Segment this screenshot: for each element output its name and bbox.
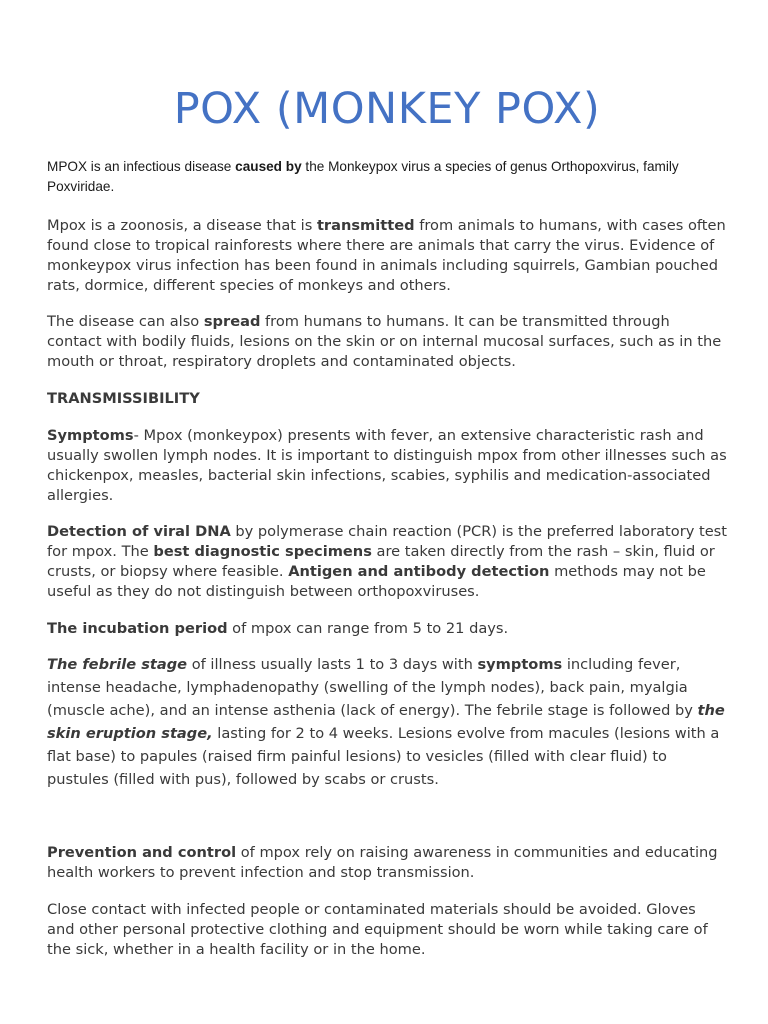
spread-paragraph xyxy=(47,312,727,372)
detection-text-3: methods may not be useful as they do not distinguish between orthopoxviruses. xyxy=(47,563,706,600)
intro-text-2: the Monkeypox virus a species of genus Orthopoxvirus, family Poxviridae. xyxy=(47,159,679,194)
febrile-text-3: lasting for 2 to 4 weeks. Lesions evolve from macules (lesions with a flat base) to papules (raised firm painful lesions) to vesicles (filled with clear fluid) to pustules (filled with pus), followed by scabs or crusts. xyxy=(47,725,720,788)
febrile-bold-italic-stage: The febrile stage xyxy=(47,656,188,673)
prevention-bold: Prevention and control xyxy=(47,844,237,861)
transmissibility-heading xyxy=(47,389,727,409)
spread-text-2: from humans to humans. It can be transmitted through contact with bodily fluids, lesions on the skin or on internal mucosal surfaces, such as in the mouth or throat, respiratory droplets and contaminated objects. xyxy=(47,313,722,370)
symptoms-paragraph xyxy=(47,426,727,506)
spread-bold-spread: spread xyxy=(203,313,261,330)
symptoms-text: - Mpox (monkeypox) presents with fever, an extensive characteristic rash and usually swollen lymph nodes. It is important to distinguish mpox from other illnesses such as chickenpox, measles, bacterial skin infections, scabies, syphilis and medication-associated allergies. xyxy=(47,427,727,504)
febrile-text-1: of illness usually lasts 1 to 3 days with xyxy=(187,656,478,673)
incubation-bold: The incubation period xyxy=(47,620,228,637)
febrile-text-2: including fever, intense headache, lymphadenopathy (swelling of the lymph nodes), back pain, myalgia (muscle ache), and an intense asthenia (lack of energy). The febrile stage is followed by xyxy=(47,656,698,719)
detection-bold-specimens: best diagnostic specimens xyxy=(153,543,372,560)
zoonosis-text-1: Mpox is a zoonosis, a disease that is xyxy=(47,217,317,234)
zoonosis-bold-transmitted: transmitted xyxy=(316,217,415,234)
intro-paragraph xyxy=(47,157,727,197)
symptoms-bold: Symptoms xyxy=(47,427,134,444)
prevention-paragraph xyxy=(47,843,727,883)
detection-bold-viral-dna: Detection of viral DNA xyxy=(47,523,231,540)
prevention-text: of mpox rely on raising awareness in communities and educating health workers to prevent infection and stop transmission. xyxy=(47,844,718,881)
detection-paragraph xyxy=(47,522,727,602)
zoonosis-text-2: from animals to humans, with cases often found close to tropical rainforests where there are animals that carry the virus. Evidence of monkeypox virus infection has been found in animals including squirrels, Gambian pouched rats, dormice, different species of monkeys and others. xyxy=(47,217,726,294)
detection-text-1: by polymerase chain reaction (PCR) is the preferred laboratory test for mpox. The xyxy=(47,523,727,560)
febrile-bold-symptoms: symptoms xyxy=(477,656,563,673)
febrile-bold-italic-eruption: the skin eruption stage, xyxy=(47,702,725,742)
transmissibility-heading-text: TRANSMISSIBILITY xyxy=(47,390,200,407)
febrile-paragraph xyxy=(47,653,727,791)
zoonosis-paragraph xyxy=(47,216,727,296)
close-contact-paragraph: Close contact with infected people or contaminated materials should be avoided. Gloves and other personal protective clothing and equipment should be worn while taking care of the sick, whether in a health facility or in the home. xyxy=(47,901,708,958)
incubation-text: of mpox can range from 5 to 21 days. xyxy=(227,620,509,637)
intro-bold-caused-by: caused by xyxy=(235,159,302,174)
detection-bold-antigen: Antigen and antibody detection xyxy=(288,563,550,580)
intro-text-1: MPOX is an infectious disease xyxy=(47,159,236,174)
detection-text-2: are taken directly from the rash – skin, fluid or crusts, or biopsy where feasible. xyxy=(47,543,715,580)
document-title: POX (MONKEY POX) xyxy=(173,84,601,134)
incubation-paragraph xyxy=(47,619,727,639)
spread-text-1: The disease can also xyxy=(47,313,204,330)
